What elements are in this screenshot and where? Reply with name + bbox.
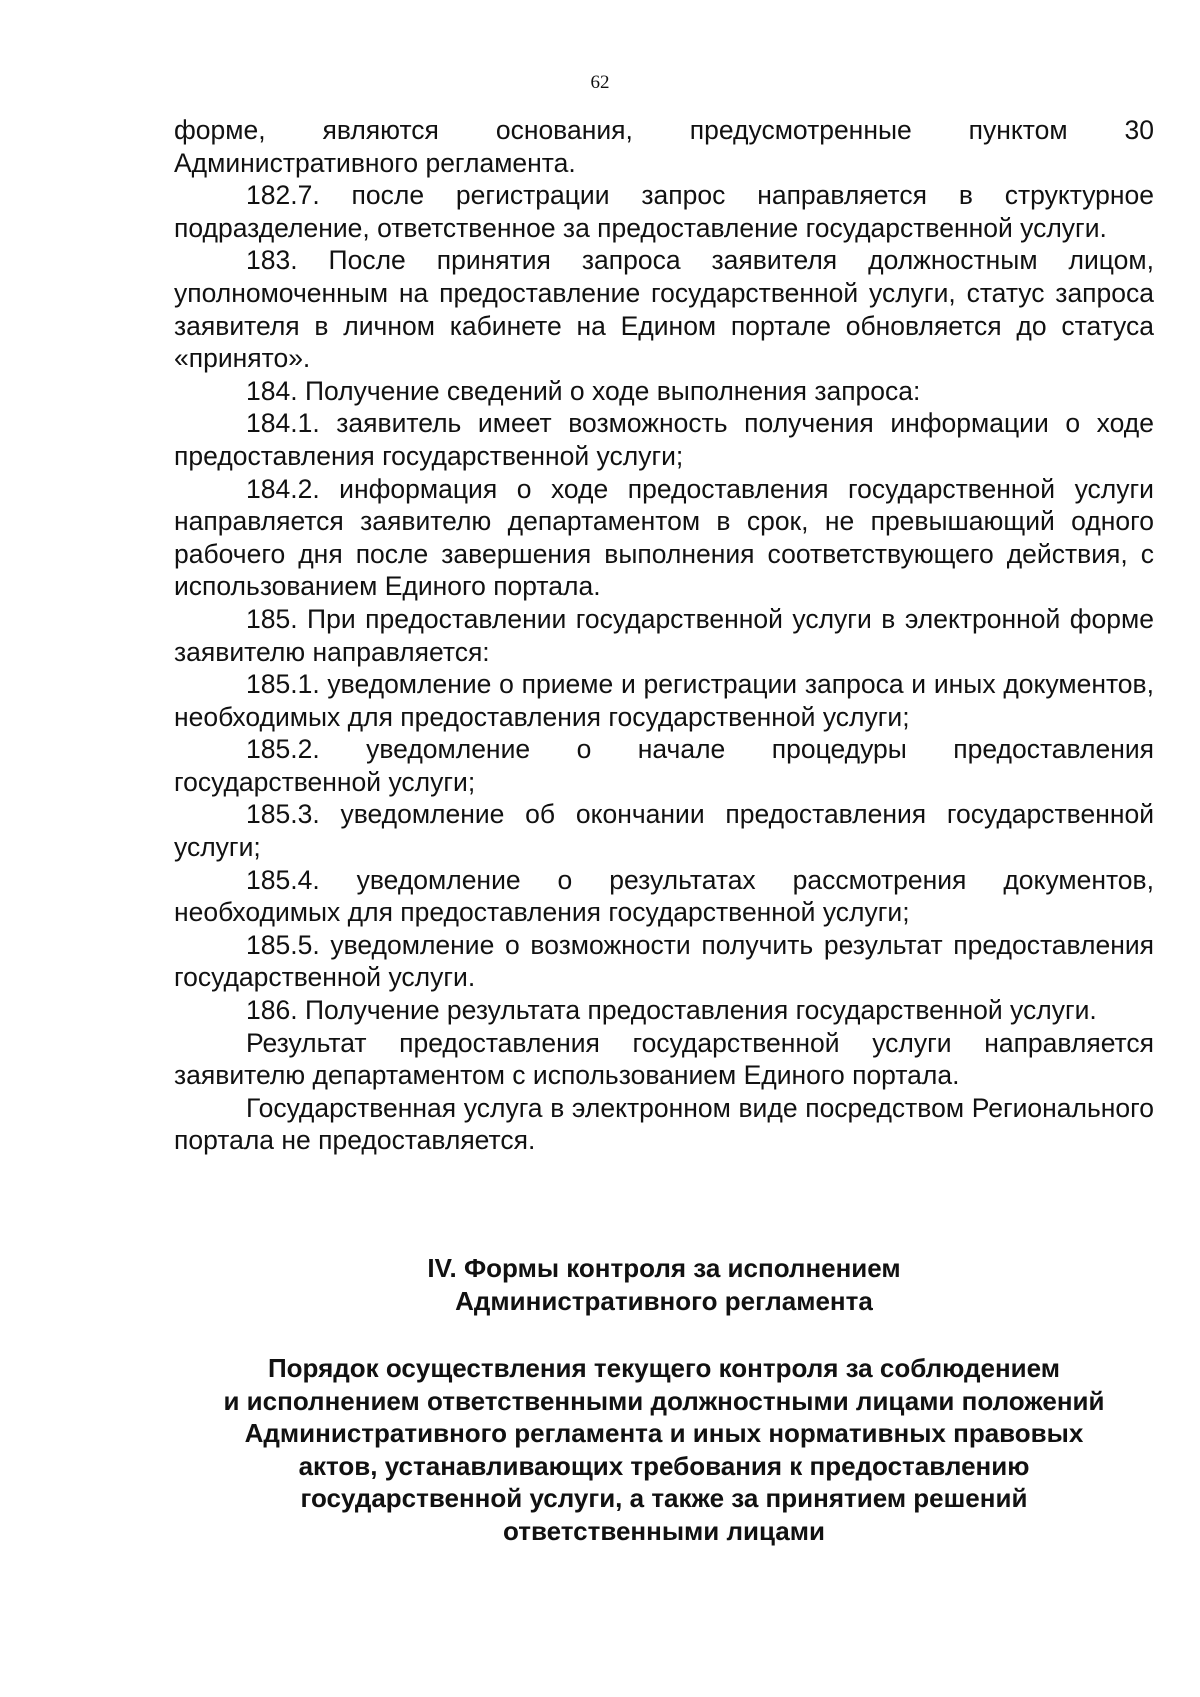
subsection-heading-line: актов, устанавливающих требования к предоставлению — [298, 1450, 1030, 1481]
subsection-heading-line: ответственными лицами — [503, 1515, 825, 1546]
paragraph: 185.5. уведомление о возможности получить результат предоставления государственной услуги. — [174, 929, 1154, 993]
page-number: 62 — [590, 72, 610, 93]
subsection-heading-line: Порядок осуществления текущего контроля за соблюдением — [267, 1353, 1061, 1383]
paragraph: 184. Получение сведений о ходе выполнения запроса: — [246, 375, 921, 406]
paragraph: Результат предоставления государственной услуги направляется заявителю департаментом с использованием Единого портала. — [174, 1027, 1154, 1091]
section-heading — [174, 1252, 1154, 1317]
paragraph: 182.7. после регистрации запрос направляется в структурное подразделение, ответственное за предоставление государственной услуги. — [174, 180, 1154, 243]
paragraph: форме, являются основания, предусмотренные пунктом 30 Административного регламента. — [174, 115, 1154, 178]
paragraph: Государственная услуга в электронном виде посредством Регионального портала не предоставляется. — [174, 1092, 1154, 1156]
subsection-heading — [174, 1352, 1154, 1547]
paragraph: 184.2. информация о ходе предоставления государственной услуги направляется заявителю департаментом в срок, не превышающий одного рабочего дня после завершения выполнения соответствующего действия, с использованием Единого портала. — [174, 473, 1154, 602]
paragraph: 184.1. заявитель имеет возможность получения информации о ходе предоставления государственной услуги; — [174, 408, 1154, 471]
paragraph: 185.2. уведомление о начале процедуры предоставления государственной услуги; — [174, 734, 1154, 797]
section-heading-line: Административного регламента — [455, 1285, 873, 1316]
document-body — [174, 114, 1154, 1157]
paragraph: 185.1. уведомление о приеме и регистрации запроса и иных документов, необходимых для предоставления государственной услуги; — [174, 669, 1154, 732]
section-heading-line: IV. Формы контроля за исполнением — [427, 1253, 901, 1283]
subsection-heading-line: и исполнением ответственными должностными лицами положений — [223, 1385, 1105, 1416]
paragraph: 185.4. уведомление о результатах рассмотрения документов, необходимых для предоставления государственной услуги; — [174, 864, 1154, 928]
paragraph: 185. При предоставлении государственной услуги в электронной форме заявителю направляется: — [174, 603, 1154, 667]
subsection-heading-line: Административного регламента и иных нормативных правовых — [244, 1418, 1084, 1448]
subsection-heading-line: государственной услуги, а также за принятием решений — [300, 1483, 1028, 1513]
paragraph: 183. После принятия запроса заявителя должностным лицом, уполномоченным на предоставление государственной услуги, статус запроса заявителя в личном кабинете на Едином портале обновляется до статуса «принято». — [174, 245, 1154, 374]
paragraph: 186. Получение результата предоставления государственной услуги. — [246, 995, 1097, 1026]
paragraph: 185.3. уведомление об окончании предоставления государственной услуги; — [174, 799, 1154, 863]
